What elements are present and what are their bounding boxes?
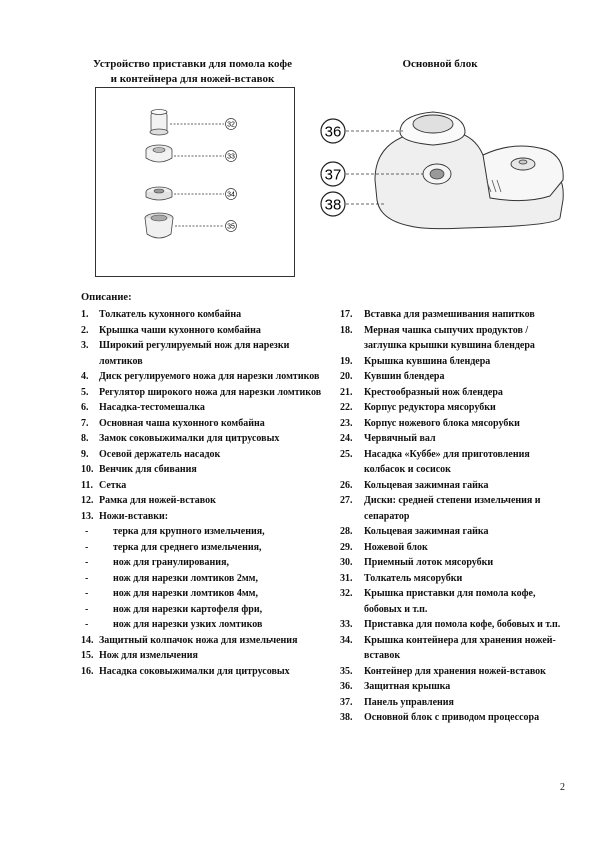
list-item <box>340 447 570 478</box>
list-item <box>340 493 570 524</box>
label-32: 32 <box>227 121 235 129</box>
list-item-number: 7. <box>81 417 89 429</box>
page-number: 2 <box>560 782 565 793</box>
list-item-number: 13. <box>81 510 94 522</box>
attachment-title-line2: и контейнера для ножей-вставок <box>110 73 275 85</box>
list-item <box>340 400 570 416</box>
part-32-lid-drawing <box>150 110 168 136</box>
list-item <box>340 369 570 385</box>
list-item-text: Основная чаша кухонного комбайна <box>99 417 265 429</box>
list-item-number: 23. <box>340 417 353 429</box>
list-item-number: 32. <box>340 588 353 599</box>
list-item <box>340 307 570 323</box>
list-item <box>340 586 570 617</box>
list-item-text: Основной блок с приводом процессора <box>364 712 540 723</box>
list-item-number: 36. <box>340 681 353 692</box>
list-item <box>81 416 331 432</box>
list-item <box>81 307 331 323</box>
list-item-number: 5. <box>81 386 89 398</box>
list-item <box>81 493 331 509</box>
list-item-text: Сетка <box>99 479 127 491</box>
list-item-number: 22. <box>340 402 353 413</box>
list-item-number: 34. <box>340 634 353 646</box>
list-item-number: 17. <box>340 309 353 320</box>
list-item <box>81 633 331 649</box>
list-item <box>81 571 331 587</box>
list-item-number: - <box>85 588 89 599</box>
attachment-diagram-svg <box>96 88 296 278</box>
list-item-text: Крышка контейнера для хранения ножей-вставок <box>364 634 556 661</box>
part-34-container-lid-drawing <box>146 187 172 200</box>
list-item-text: нож для нарезки картофеля фри, <box>113 603 263 615</box>
list-item-text: Корпус ножевого блока мясорубки <box>364 417 520 429</box>
list-item <box>81 323 331 339</box>
list-item <box>340 431 570 447</box>
list-item-number: 12. <box>81 495 94 506</box>
list-item <box>81 447 331 463</box>
list-item-text: Толкатель мясорубки <box>364 572 463 584</box>
list-item <box>81 540 331 556</box>
list-item-number: 6. <box>81 402 89 413</box>
list-item <box>340 416 570 432</box>
description-heading: Описание: <box>81 292 132 303</box>
list-item-text: Насадка «Куббе» для приготовления колбасок и сосисок <box>364 448 530 475</box>
list-item-text: Крестообразный нож блендера <box>364 386 503 398</box>
list-item-number: 29. <box>340 541 353 553</box>
list-item-number: 8. <box>81 433 89 444</box>
list-item-text: Кольцевая зажимная гайка <box>364 526 489 537</box>
main-unit-title: Основной блок <box>402 58 478 70</box>
list-item-text: Рамка для ножей-вставок <box>99 495 216 506</box>
list-item-text: Диск регулируемого ножа для нарезки ломтиков <box>99 371 320 382</box>
list-item <box>340 695 570 711</box>
list-item-number: 18. <box>340 324 353 336</box>
list-item-number: - <box>85 619 89 630</box>
list-item <box>340 710 570 726</box>
list-item-number: 21. <box>340 386 353 398</box>
list-item <box>340 679 570 695</box>
list-item <box>340 524 570 540</box>
list-item-number: 11. <box>81 479 93 491</box>
list-item-number: 4. <box>81 371 89 382</box>
list-item-text: терка для среднего измельчения, <box>113 541 262 553</box>
list-item-text: Мерная чашка сыпучих продуктов / заглушка крышки кувшина блендера <box>364 324 535 351</box>
list-item-number: 16. <box>81 665 94 677</box>
list-item <box>81 369 331 385</box>
list-item-text: Вставка для размешивания напитков <box>364 309 535 320</box>
label-34: 34 <box>227 191 235 199</box>
list-item-number: 31. <box>340 572 353 584</box>
list-item-text: Контейнер для хранения ножей-вставок <box>364 665 546 677</box>
list-item-text: Насадка соковыжималки для цитрусовых <box>99 665 290 677</box>
list-item-text: Венчик для сбивания <box>99 464 197 475</box>
list-item-text: Насадка-тестомешалка <box>99 402 205 413</box>
list-item-text: Защитный колпачок ножа для измельчения <box>99 634 298 646</box>
list-item-text: Ножевой блок <box>364 541 428 553</box>
list-item-text: Защитная крышка <box>364 681 451 692</box>
list-item-number: 28. <box>340 526 353 537</box>
list-item <box>81 385 331 401</box>
list-item-number: - <box>85 526 89 537</box>
list-item <box>340 323 570 354</box>
list-item-number: 37. <box>340 696 353 708</box>
list-item-number: 3. <box>81 340 89 351</box>
label-38: 38 <box>324 196 342 214</box>
list-item-text: Замок соковыжималки для цитрусовых <box>99 433 280 444</box>
label-37: 37 <box>324 166 342 184</box>
list-item <box>81 664 331 680</box>
list-item-number: 25. <box>340 448 353 460</box>
list-item <box>81 462 331 478</box>
list-item-text: Приемный лоток мясорубки <box>364 557 494 568</box>
list-item-number: - <box>85 557 89 568</box>
attachment-diagram <box>95 87 295 277</box>
attachment-title-line1: Устройство приставки для помола кофе <box>92 58 293 70</box>
list-item-text: Толкатель кухонного комбайна <box>99 309 242 320</box>
list-item-number: 10. <box>81 464 94 475</box>
part-33-grinder-drawing <box>146 145 172 162</box>
attachment-section-title <box>70 57 315 87</box>
list-item <box>340 617 570 633</box>
list-item-text: Приставка для помола кофе, бобовых и т.п. <box>364 619 561 630</box>
list-item-number: 9. <box>81 448 89 460</box>
list-item <box>81 400 331 416</box>
list-item-text: Кольцевая зажимная гайка <box>364 479 489 491</box>
list-item <box>340 385 570 401</box>
parts-list-left <box>81 307 331 679</box>
list-item-text: Крышка кувшина блендера <box>364 355 491 367</box>
list-item <box>81 602 331 618</box>
list-item <box>81 648 331 664</box>
part-35-container-drawing <box>145 213 173 238</box>
list-item-text: нож для гранулирования, <box>113 557 229 568</box>
list-item-number: - <box>85 572 89 584</box>
main-unit-body-drawing <box>375 112 563 229</box>
list-item <box>81 555 331 571</box>
list-item-text: Кувшин блендера <box>364 371 445 382</box>
list-item-text: Осевой держатель насадок <box>99 448 221 460</box>
list-item-text: Нож для измельчения <box>99 650 198 661</box>
parts-list-right <box>340 307 570 726</box>
list-item-text: Регулятор широкого ножа для нарезки ломтиков <box>99 386 322 398</box>
list-item-number: 26. <box>340 479 353 491</box>
list-item-text: нож для нарезки узких ломтиков <box>113 619 263 630</box>
list-item-text: Крышка приставки для помола кофе, бобовых и т.п. <box>364 588 536 615</box>
list-item <box>81 617 331 633</box>
list-item <box>340 571 570 587</box>
list-item-text: Крышка чаши кухонного комбайна <box>99 324 261 336</box>
list-item-text: Червячный вал <box>364 433 436 444</box>
list-item-number: 33. <box>340 619 353 630</box>
list-item <box>340 540 570 556</box>
list-item <box>81 478 331 494</box>
list-item <box>81 338 331 369</box>
list-item-number: 14. <box>81 634 94 646</box>
label-36: 36 <box>324 123 342 141</box>
list-item-number: - <box>85 603 89 615</box>
list-item <box>81 431 331 447</box>
list-item-text: терка для крупного измельчения, <box>113 526 265 537</box>
label-33: 33 <box>227 153 235 161</box>
list-item <box>340 354 570 370</box>
list-item-number: 38. <box>340 712 353 723</box>
main-unit-diagram <box>315 100 570 245</box>
list-item-number: - <box>85 541 89 553</box>
list-item-number: 19. <box>340 355 353 367</box>
list-item <box>81 586 331 602</box>
list-item <box>340 664 570 680</box>
list-item-number: 2. <box>81 324 89 336</box>
list-item-number: 30. <box>340 557 353 568</box>
list-item-text: Широкий регулируемый нож для нарезки ломтиков <box>99 340 290 367</box>
list-item-text: Панель управления <box>364 696 454 708</box>
list-item-text: нож для нарезки ломтиков 2мм, <box>113 572 258 584</box>
list-item-number: 15. <box>81 650 94 661</box>
list-item <box>81 524 331 540</box>
list-item-number: 20. <box>340 371 353 382</box>
list-item-text: нож для нарезки ломтиков 4мм, <box>113 588 258 599</box>
list-item-text: Ножи-вставки: <box>99 510 169 522</box>
list-item-number: 24. <box>340 433 353 444</box>
list-item-number: 1. <box>81 309 89 320</box>
label-35: 35 <box>227 223 235 231</box>
list-item <box>340 478 570 494</box>
list-item-number: 27. <box>340 495 353 506</box>
list-item-number: 35. <box>340 665 353 677</box>
list-item-text: Корпус редуктора мясорубки <box>364 402 496 413</box>
list-item <box>340 633 570 664</box>
list-item <box>340 555 570 571</box>
list-item <box>81 509 331 525</box>
list-item-text: Диски: средней степени измельчения и сепаратор <box>364 495 541 522</box>
